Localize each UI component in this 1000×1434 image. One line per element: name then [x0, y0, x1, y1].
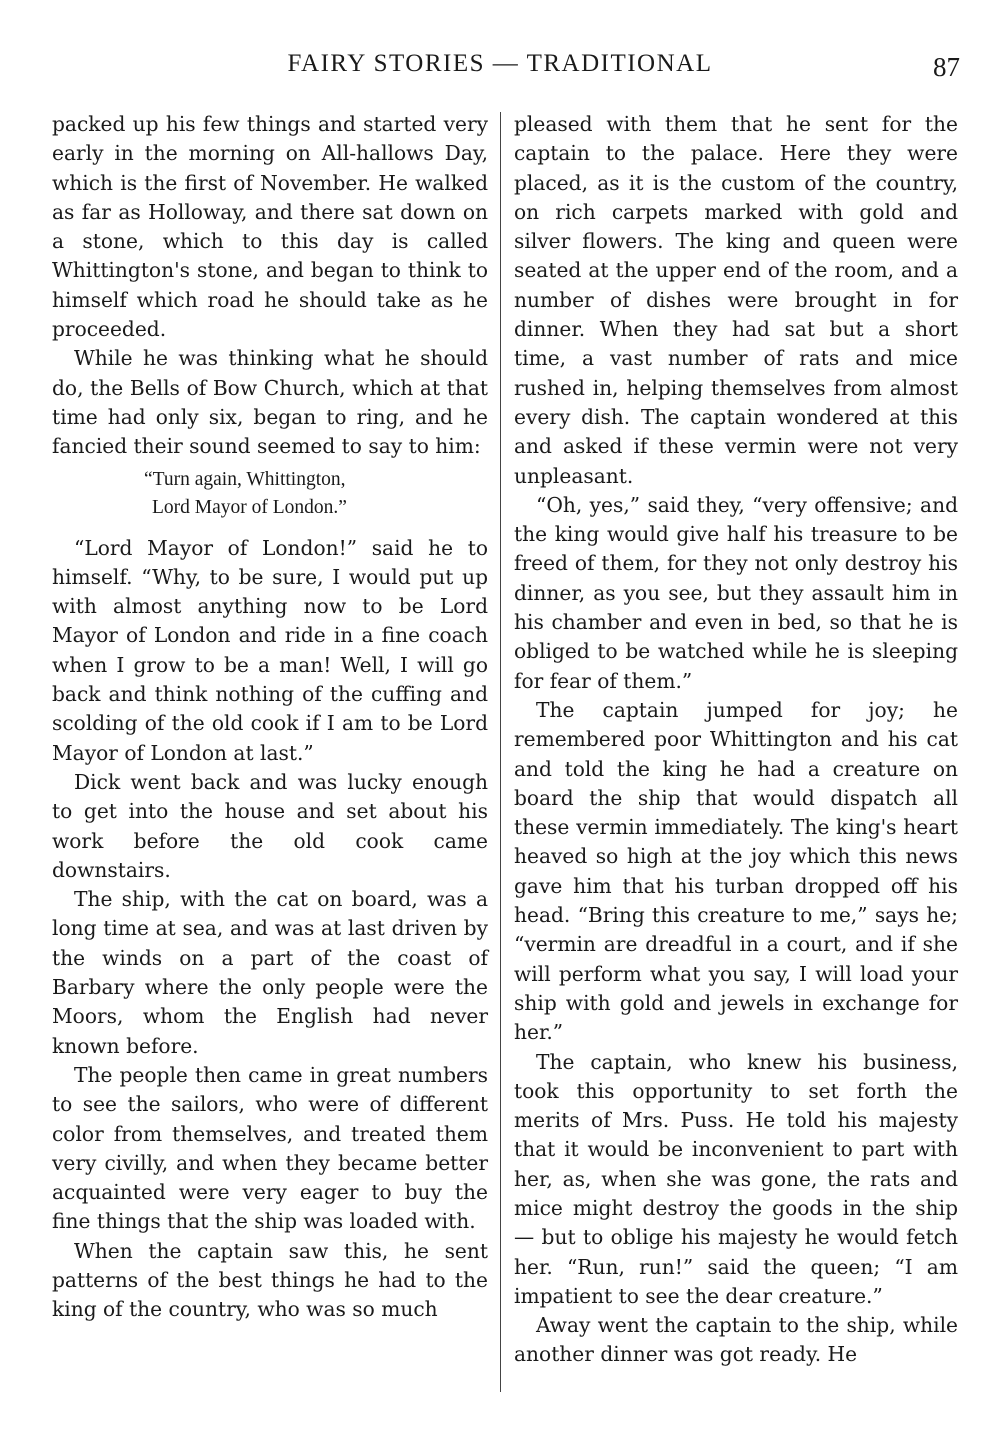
- verse-quote: [52, 466, 488, 522]
- paragraph: When the captain saw this, he sent patterns of the best things he had to the king of the country, who was so much: [52, 1238, 488, 1322]
- paragraph: pleased with them that he sent for the captain to the palace. Here they were placed, as it is the custom of the country, on rich carpets marked with gold and silver flowers. The king and queen were seated at the upper end of the room, and a number of dishes were brought in for dinner. When they had sat but a short time, a vast number of rats and mice rushed in, helping themselves from almost every dish. The captain wondered at this and asked if these vermin were not very unpleasant.: [514, 112, 958, 488]
- paragraph: The captain, who knew his business, took this opportunity to set forth the merits of Mrs. Puss. He told his majesty that it would be inconvenient to part with her, as, when she was gone, the rats and mice might destroy the goods in the ship — but to oblige his majesty he would fetch her. “Run, run!” said the queen; “I am impatient to see the dear creature.”: [514, 1049, 958, 1308]
- paragraph: Dick went back and was lucky enough to get into the house and set about his work before the old cook came downstairs.: [52, 769, 488, 882]
- paragraph: While he was thinking what he should do, the Bells of Bow Church, which at that time had only six, began to ring, and he fancied their sound seemed to say to him:: [52, 346, 488, 459]
- verse-line: “Turn again, Whittington,: [144, 468, 346, 490]
- paragraph: “Lord Mayor of London!” said he to himself. “Why, to be sure, I would put up with almost anything now to be Lord Mayor of London and ride in a fine coach when I grow to be a man! Well, I will go back and think nothing of the cuffing and scolding of the old cook if I am to be Lord Mayor of London at last.”: [52, 535, 488, 765]
- page-header: [0, 50, 1000, 82]
- paragraph: Away went the captain to the ship, while another dinner was got ready. He: [514, 1313, 958, 1367]
- paragraph: The ship, with the cat on board, was a long time at sea, and was at last driven by the winds on a part of the coast of Barbary where the only people were the Moors, whom the English had never known before.: [52, 887, 488, 1058]
- paragraph: The captain jumped for joy; he remembered poor Whittington and his cat and told the king he had a creature on board the ship that would dispatch all these vermin immediately. The king's heart heaved so high at the joy which this news gave him that his turban dropped off his head. “Bring this creature to me,” says he; “vermin are dreadful in a court, and if she will perform what you say, I will load your ship with gold and jewels in exchange for her.”: [514, 697, 958, 1045]
- paragraph: packed up his few things and started very early in the morning on All-hallows Day, which is the first of November. He walked as far as Holloway, and there sat down on a stone, which to this day is called Whittington's stone, and began to think to himself which road he should take as he proceeded.: [52, 112, 488, 342]
- running-head: FAIRY STORIES — TRADITIONAL: [287, 50, 713, 77]
- right-column: [514, 110, 958, 1370]
- page-number: 87: [933, 52, 960, 82]
- paragraph: “Oh, yes,” said they, “very offensive; and the king would give half his treasure to be freed of them, for they not only destroy his dinner, as you see, but they assault him in his chamber and even in bed, so that he is obliged to be watched while he is sleeping for fear of them.”: [514, 492, 958, 693]
- paragraph: The people then came in great numbers to see the sailors, who were of different color from themselves, and treated them very civilly, and when they became better acquainted were very eager to buy the fine things that the ship was loaded with.: [52, 1062, 488, 1234]
- verse-line: Lord Mayor of London.”: [152, 496, 347, 518]
- column-divider: [500, 112, 501, 1392]
- left-column: [52, 110, 488, 1325]
